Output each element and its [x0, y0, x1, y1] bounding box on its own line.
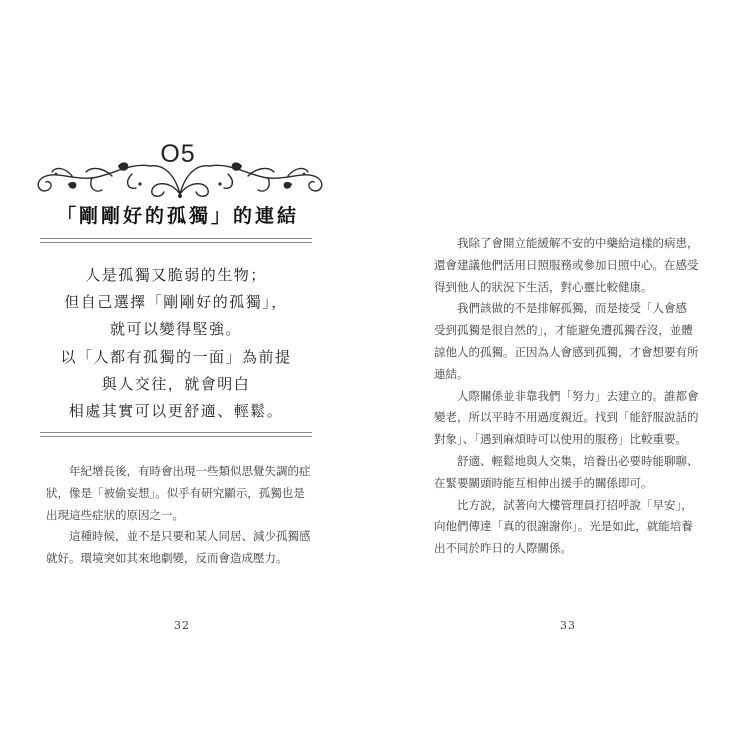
- left-body-text: [46, 461, 322, 570]
- bottom-rule-upper: [40, 432, 312, 433]
- intro-line: 但自己選擇「剛剛好的孤獨」，: [64, 293, 288, 312]
- bottom-rule-lower: [40, 436, 312, 437]
- intro-line: 就可以變得堅強。: [109, 320, 242, 339]
- body-line: 這種時候，並不是只要和某人同居、減少孤獨感: [46, 529, 311, 544]
- body-line: 比方說，試著向大樓管理員打招呼說「早安」，: [434, 497, 693, 512]
- top-rule-lower: [40, 242, 312, 243]
- chapter-title: 「剛剛好的孤獨」的連結: [56, 205, 299, 227]
- intro-line: 與人交往，就會明白: [101, 374, 251, 393]
- right-body-text: [434, 233, 716, 560]
- body-line: 人際關係並非靠我們「努力」去建立的。誰都會: [434, 388, 699, 403]
- body-line: 我們該做的不是排解孤獨，而是接受「人會感: [434, 301, 687, 316]
- chapter-number: O5: [160, 140, 196, 168]
- body-line: 向他們傳達「真的很謝謝你」。光是如此，就能培養: [434, 519, 693, 534]
- body-line: 還會建議他們活用日照服務或參加日照中心。在感受: [434, 257, 699, 272]
- body-line: 對象」、「遇到麻煩時可以使用的服務」比較重要。: [434, 432, 687, 447]
- body-line: 得到他人的狀況下生活，對心靈比較健康。: [434, 279, 653, 294]
- body-line: 狀，像是「被偷妄想」。似乎有研究顯示，孤獨也是: [46, 485, 305, 500]
- body-line: 年紀增長後，有時會出現一些類似思覺失調的症: [46, 464, 311, 478]
- page-number: 32: [174, 619, 190, 632]
- body-line: 出現這些症狀的原因之一。: [46, 507, 184, 522]
- flourish-ornament-icon: [32, 154, 328, 200]
- body-line: 就好。環境突如其來地劇變，反而會造成壓力。: [46, 551, 288, 566]
- intro-line: 人是孤獨又脆弱的生物；: [85, 266, 267, 284]
- body-line: 舒適、輕鬆地與人交集，培養出必要時能聊聊、: [434, 453, 699, 468]
- body-line: 連結。: [434, 366, 469, 381]
- right-page: [375, 0, 750, 750]
- body-line: 受到孤獨是很自然的」，才能避免遭孤獨吞沒，並體: [434, 323, 693, 338]
- body-line: 出不同於昨日的人際關係。: [434, 541, 572, 556]
- intro-line: 以「人都有孤獨的一面」為前提: [60, 347, 292, 366]
- body-line: 我除了會開立能緩解不安的中藥給這樣的病患，: [434, 236, 699, 250]
- body-line: 諒他人的孤獨。正因為人會感到孤獨，才會想要有所: [434, 344, 699, 359]
- page-number: 33: [560, 619, 576, 632]
- intro-lines: [40, 262, 312, 425]
- body-line: 在緊要關頭時能互相伸出援手的關係即可。: [434, 475, 653, 490]
- body-line: 變老，所以平時不用過度親近。找到「能舒服說話的: [434, 410, 699, 425]
- intro-line: 相處其實可以更舒適、輕鬆。: [68, 402, 284, 421]
- top-rule-upper: [40, 238, 312, 239]
